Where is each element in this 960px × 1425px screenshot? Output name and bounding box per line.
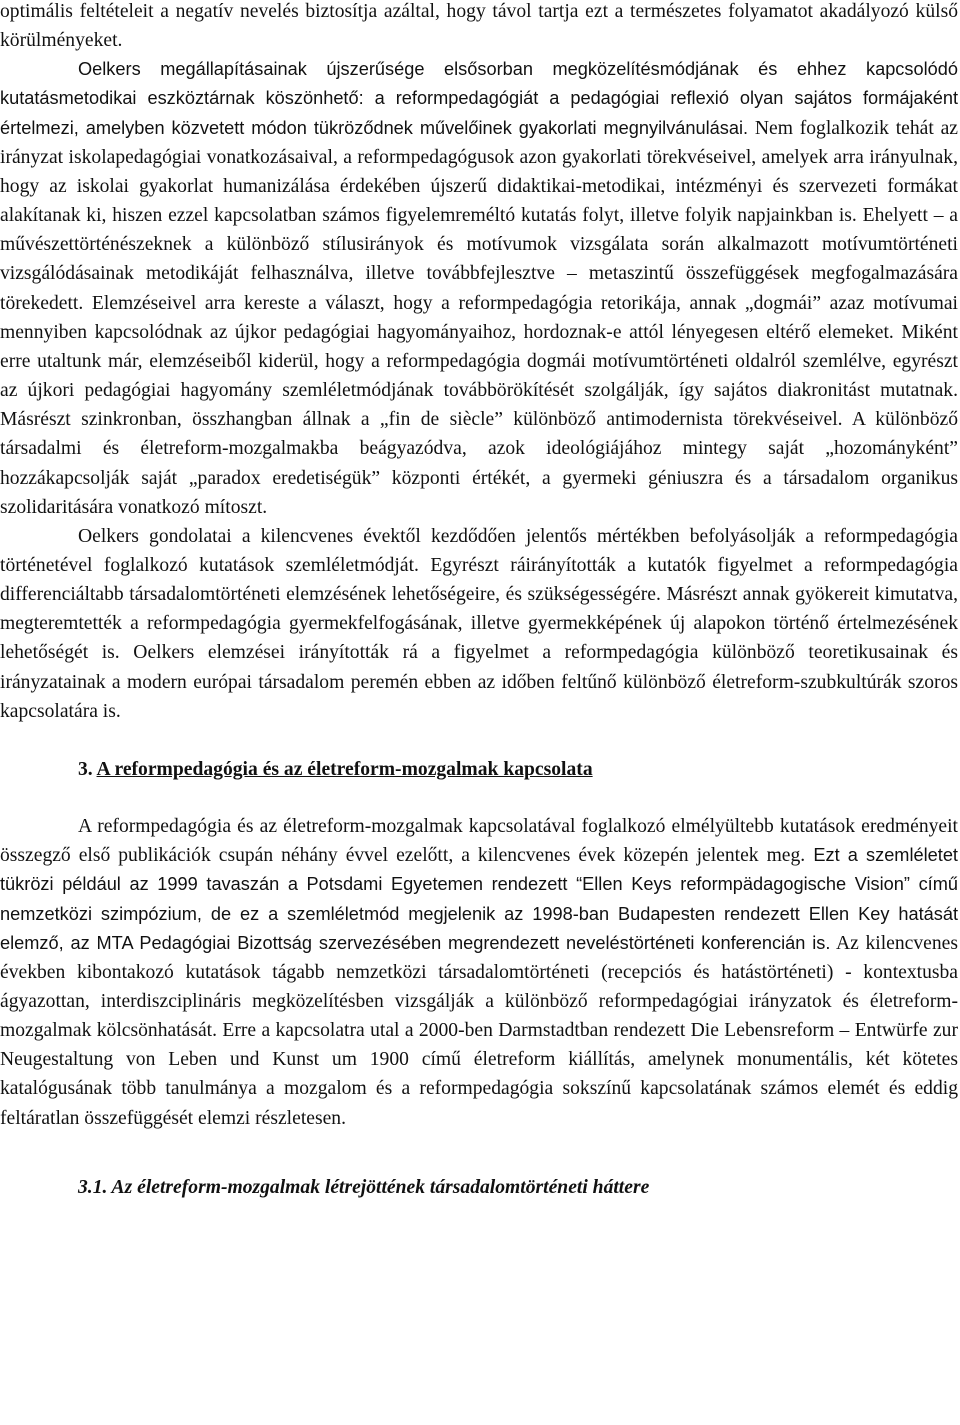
paragraph-oelkers-method-lead: Oelkers megállapításainak újszerűsége elsősorban megközelítésmódjának és ehhez kapcsolódó kutatásmetodikai eszköztárnak köszönhető: a reformpedagógiát a pedagógiai reflexió olyan sajátos formájaként értelmezi, amelyben közvetett módon tükröződnek művelőinek gyakorlati megnyilvánulásai.	[0, 59, 958, 138]
section-heading-3	[0, 755, 958, 784]
paragraph-research-overview-a: A reformpedagógia és az életreform-mozgalmak kapcsolatával foglalkozó elmélyültebb kutatások eredményeit összegző első publikációk csupán néhány évvel ezelőtt, a kilencvenes évek közepén jelentek meg.	[0, 816, 958, 867]
paragraph-oelkers-influence: Oelkers gondolatai a kilencvenes évektől kezdődően jelentős mértékben befolyásolják a reformpedagógia történetével foglalkozó kutatások szemléletmódját. Egyrészt ráirányították a kutatók figyelmet a reformpedagógia differenciáltabb társadalomtörténeti elemzésének lehetőségeire, és szükségességére. Másrészt annak gyökereit kimutatva, megteremtették a reformpedagógia gyermekfelfogásának, illetve gyermekképének új alapokon történő értelmezésének lehetőségét is. Oelkers elemzései irányították rá a figyelmet a reformpedagógia különböző teoretikusainak és irányzatainak a modern európai társadalom peremén ebben az időben feltűnő különböző életreform-szubkultúrák szoros kapcsolatára is.	[0, 525, 958, 722]
paragraph-oelkers-method-body: Nem foglalkozik tehát az irányzat iskolapedagógiai vonatkozásaival, a reformpedagógusok azon gyakorlati törekvéseivel, amelyek arra irányulnak, hogy az iskolai gyakorlat humanizálása érdekében újszerű didaktikai-metodikai, intézményi és szervezeti formákat alakítanak ki, hiszen ezzel kapcsolatban számos figyelemreméltó kutatás folyt, illetve folyik napjainkban is. Ehelyett – a művészettörténészeknek a különböző stílusirányok és motívumok vizsgálata során alkalmazott motívumtörténeti vizsgálódásainak metodikáját felhasználva, illetve továbbfejlesztve – metaszintű összefüggések megfogalmazására törekedett. Elemzéseivel arra kereste a választ, hogy a reformpedagógia retorikája, annak „dogmái” azaz motívumai mennyiben kapcsolódnak az újkor pedagógiai hagyományaihoz, hordoznak-e attól lényegesen eltérő elemeket. Miként erre utaltunk már, elemzéseiből kiderül, hogy a reformpedagógia dogmái motívumtörténeti oldalról szemlélve, egyrészt az újkori pedagógiai hagyomány szemléletmódjának továbbörökítését szolgálják, így sajátos diakronitást mutatnak. Másrészt szinkronban, összhangban állnak a „fin de siècle” különböző antimodernista törekvéseivel. A különböző társadalmi és életreform-mozgalmakba beágyazódva, azok ideológiájához mintegy saját „hozományként” hozzákapcsolják saját „paradox eredetiségük” központi értékét, a gyermeki géniuszra és a társadalom organikus szolidaritására vonatkozó mítoszt.	[0, 117, 958, 518]
paragraph-research-overview-b: Ezt a szemléletet tükrözi például az 1999 tavaszán a Potsdami Egyetemen rendezett “Ellen Keys reformpädagogische Vision” című nemzetközi szimpózium, de ez a szemléletmód megjelenik az 1998-ban Budapesten rendezett Ellen Key hatását elemző, az MTA Pedagógiai Bizottság szervezésében megrendezett neveléstörténeti konferencián is.	[0, 845, 958, 953]
section-heading-3-1: 3.1. Az életreform-mozgalmak létrejöttének társadalomtörténeti háttere	[78, 1176, 650, 1198]
paragraph-continuation: optimális feltételeit a negatív nevelés biztosítja azáltal, hogy távol tartja ezt a természetes folyamatot akadályozó külső körülményeket.	[0, 1, 958, 52]
paragraph-research-overview-c: Az kilencvenes években kibontakozó kutatások tágabb nemzetközi társadalomtörténeti (recepciós és hatástörténeti) - kontextusba ágyazottan, interdiszciplináris megközelítésben vizsgálják a különböző reformpedagógiai irányzatok és életreform-mozgalmak kölcsönhatását. Erre a kapcsolatra utal a 2000-ben Darmstadtban rendezett Die Lebensreform – Entwürfe zur Neugestaltung von Leben und Kunst um 1900 című életreform kiállítás, amelynek monumentális, két kötetes katalógusának több tanulmánya a mozgalom és a reformpedagógia sokszínű kapcsolatának számos elemét és eddig feltáratlan összefüggését elemzi részletesen.	[0, 932, 958, 1129]
section-heading-3-number: 3.	[78, 758, 93, 780]
section-heading-3-title: A reformpedagógia és az életreform-mozgalmak kapcsolata	[96, 758, 593, 780]
paragraph-oelkers-method	[0, 55, 958, 522]
paragraph-research-overview	[0, 812, 958, 1133]
